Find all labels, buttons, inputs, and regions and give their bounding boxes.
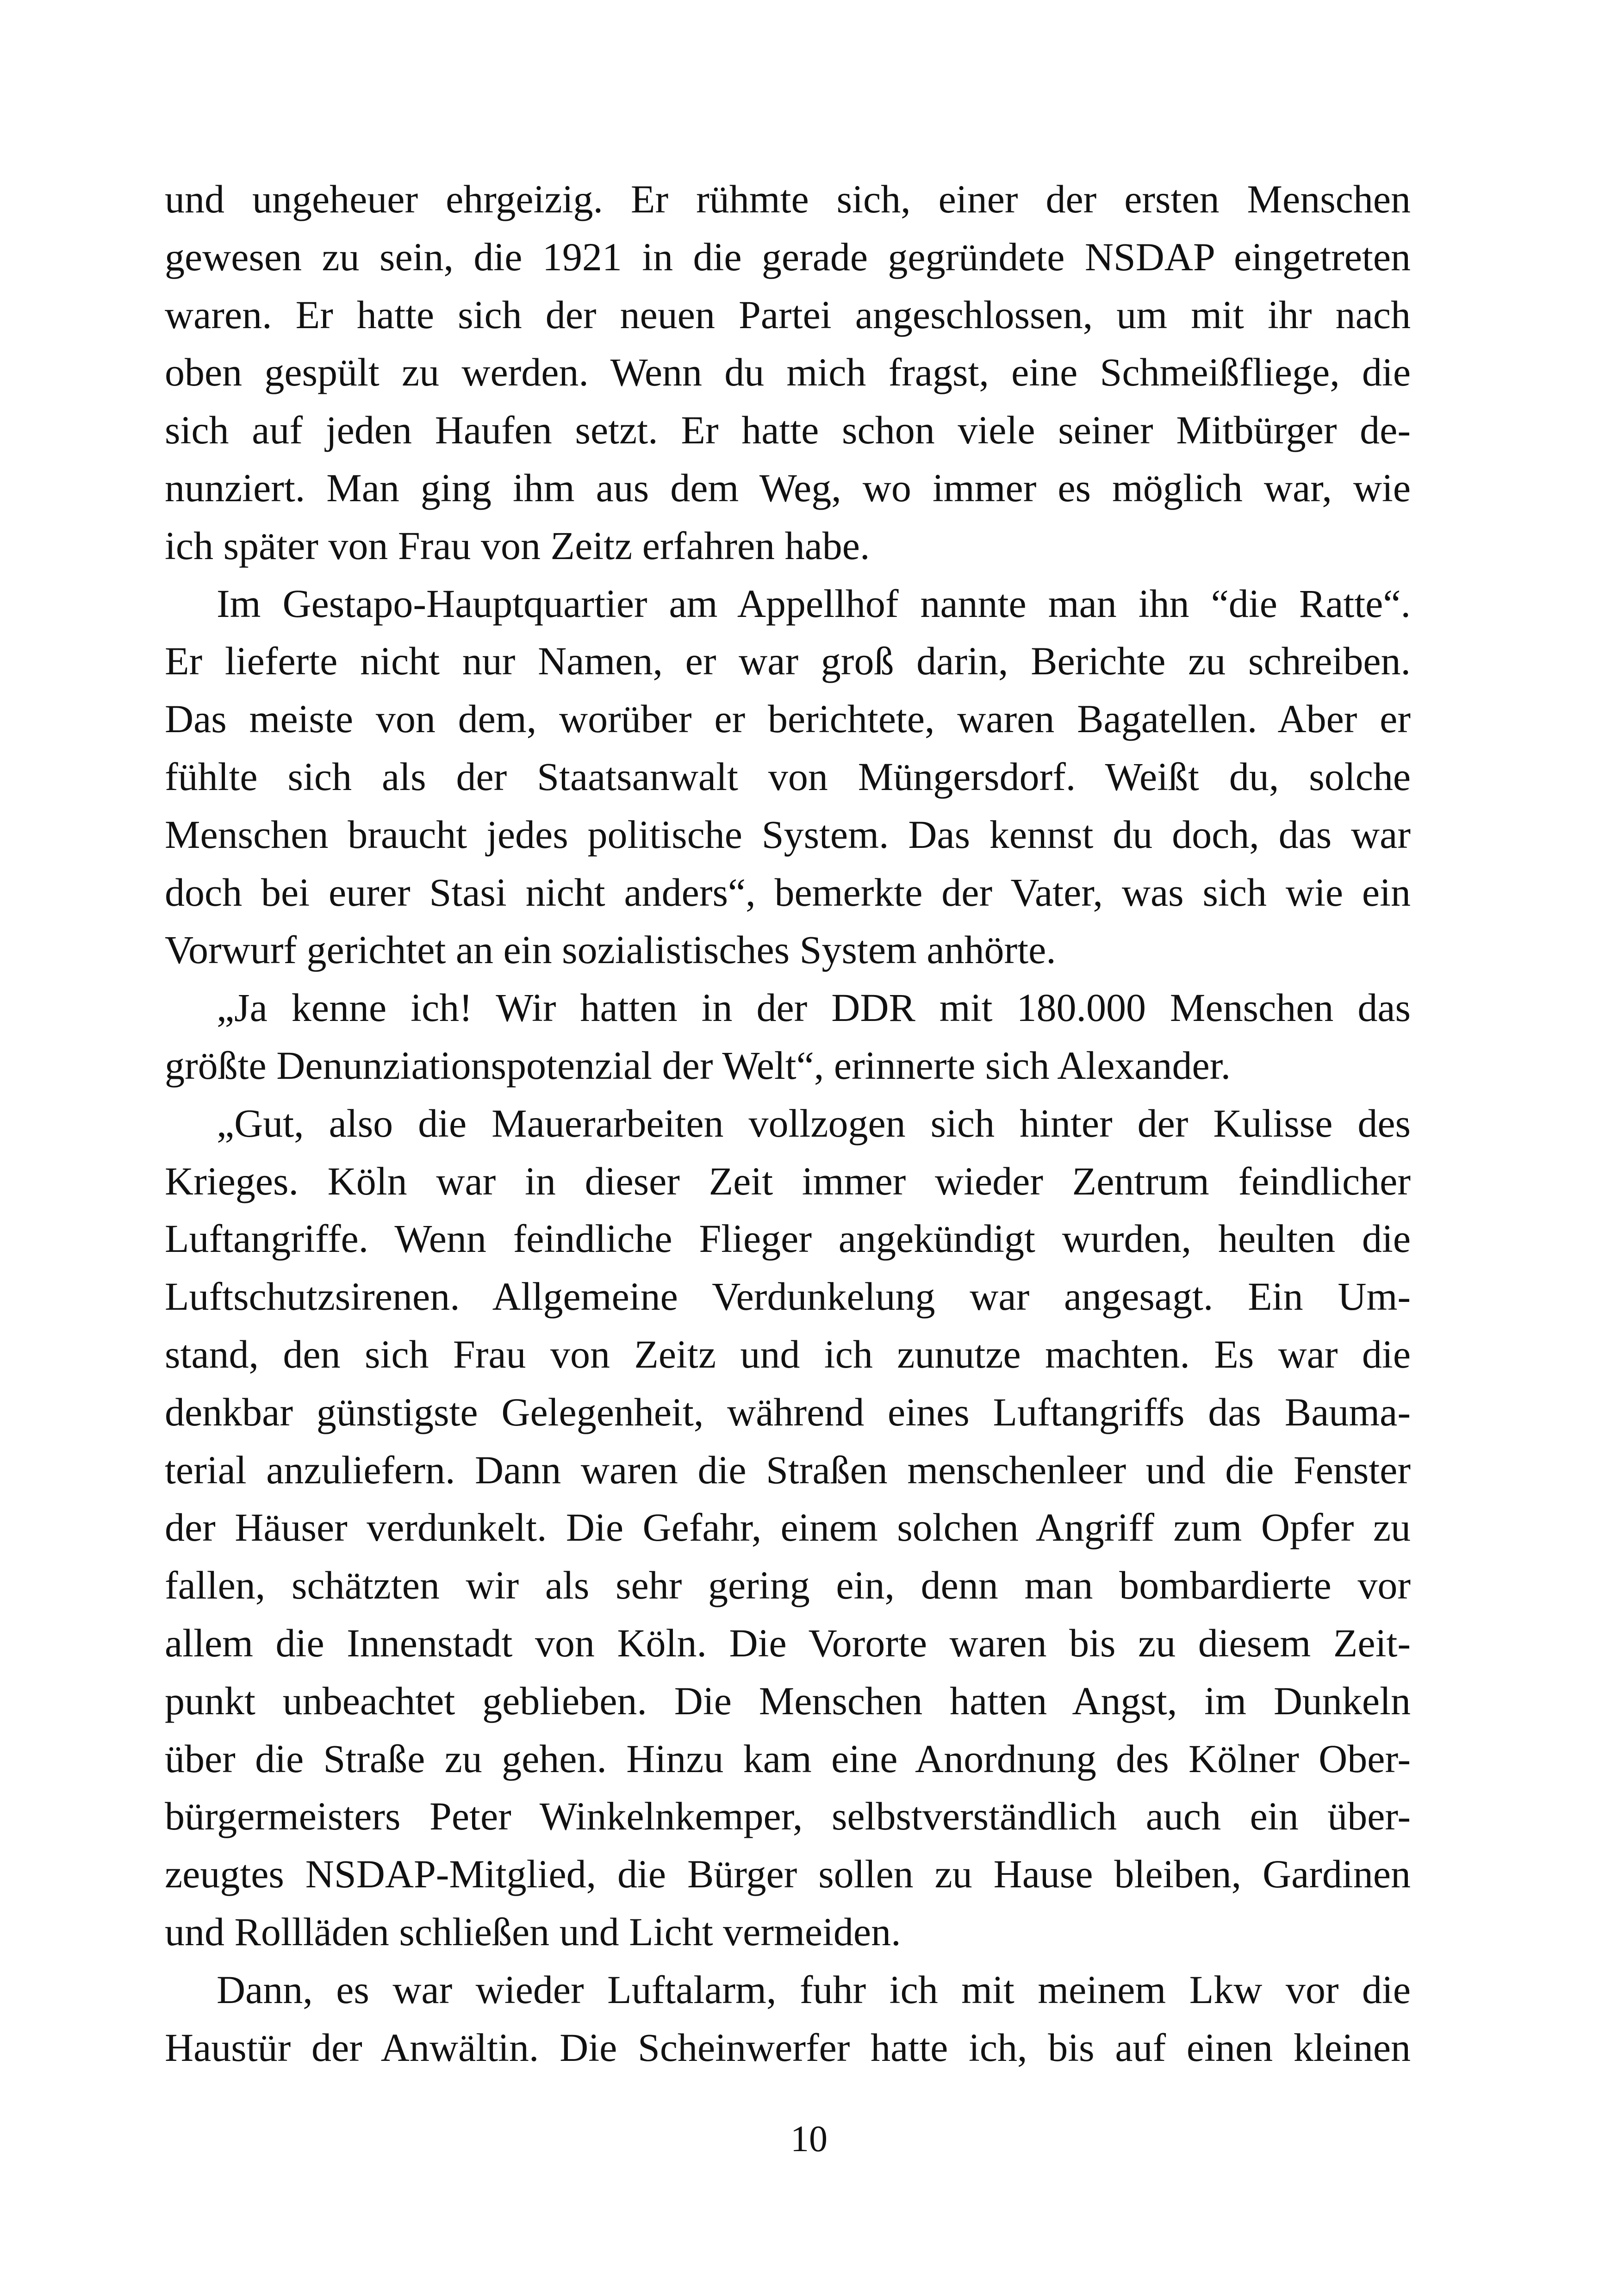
text-line: Luftangriffe. Wenn feindliche Flieger angekündigt wurden, heulten die [165,1216,1411,1261]
text-line: denkbar günstigste Gelegenheit, während eines Luftangriffs das Bauma- [165,1389,1411,1434]
text-line: terial anzuliefern. Dann waren die Straßen menschenleer und die Fenster [165,1447,1411,1492]
paragraph [165,1961,1411,2077]
body-text [165,170,1411,2076]
text-line: nunziert. Man ging ihm aus dem Weg, wo immer es möglich war, wie [165,465,1411,510]
text-line: fühlte sich als der Staatsanwalt von Müngersdorf. Weißt du, solche [165,754,1411,799]
text-line: doch bei eurer Stasi nicht anders“, bemerkte der Vater, was sich wie ein [165,870,1411,915]
text-line: Er lieferte nicht nur Namen, er war groß darin, Berichte zu schreiben. [165,639,1411,684]
text-line: Haustür der Anwältin. Die Scheinwerfer hatte ich, bis auf einen kleinen [165,2025,1411,2070]
paragraph [165,1095,1411,1961]
text-line: und ungeheuer ehrgeizig. Er rühmte sich, einer der ersten Menschen [165,177,1411,221]
paragraph [165,170,1411,575]
text-line: fallen, schätzten wir als sehr gering ein, denn man bombardierte vor [165,1563,1411,1608]
paragraph [165,979,1411,1095]
text-line: bürgermeisters Peter Winkelnkemper, selbstverständlich auch ein über- [165,1794,1411,1839]
text-line: oben gespült zu werden. Wenn du mich fragst, eine Schmeißfliege, die [165,350,1411,395]
text-line: Im Gestapo-Hauptquartier am Appellhof nannte man ihn “die Ratte“. [217,581,1411,626]
text-line: ich später von Frau von Zeitz erfahren habe. [165,523,870,568]
text-line: gewesen zu sein, die 1921 in die gerade gegründete NSDAP eingetreten [165,234,1411,279]
text-line: Vorwurf gerichtet an ein sozialistisches System anhörte. [165,927,1056,972]
text-line: „Gut, also die Mauerarbeiten vollzogen sich hinter der Kulisse des [217,1101,1411,1145]
text-line: der Häuser verdunkelt. Die Gefahr, einem solchen Angriff zum Opfer zu [165,1505,1411,1550]
text-line: und Rollläden schließen und Licht vermeiden. [165,1909,901,1954]
text-line: Luftschutzsirenen. Allgemeine Verdunkelung war angesagt. Ein Um- [165,1274,1411,1319]
text-line: zeugtes NSDAP-Mitglied, die Bürger sollen zu Hause bleiben, Gardinen [165,1852,1411,1897]
text-line: Dann, es war wieder Luftalarm, fuhr ich mit meinem Lkw vor die [217,1967,1411,2012]
text-line: über die Straße zu gehen. Hinzu kam eine Anordnung des Kölner Ober- [165,1736,1411,1781]
text-line: waren. Er hatte sich der neuen Partei angeschlossen, um mit ihr nach [165,292,1411,337]
text-line: punkt unbeachtet geblieben. Die Menschen hatten Angst, im Dunkeln [165,1678,1411,1723]
text-line: Krieges. Köln war in dieser Zeit immer wieder Zentrum feindlicher [165,1158,1411,1203]
text-line: Das meiste von dem, worüber er berichtete, waren Bagatellen. Aber er [165,697,1411,741]
text-line: Menschen braucht jedes politische System. Das kennst du doch, das war [165,812,1411,857]
text-line: allem die Innenstadt von Köln. Die Vororte waren bis zu diesem Zeit- [165,1620,1411,1665]
text-line: größte Denunziationspotenzial der Welt“, erinnerte sich Alexander. [165,1043,1231,1088]
paragraph [165,575,1411,979]
text-line: stand, den sich Frau von Zeitz und ich zunutze machten. Es war die [165,1332,1411,1376]
text-line: sich auf jeden Haufen setzt. Er hatte schon viele seiner Mitbürger de- [165,408,1411,453]
text-line: „Ja kenne ich! Wir hatten in der DDR mit 180.000 Menschen das [217,985,1411,1030]
page-number: 10 [790,2119,828,2159]
